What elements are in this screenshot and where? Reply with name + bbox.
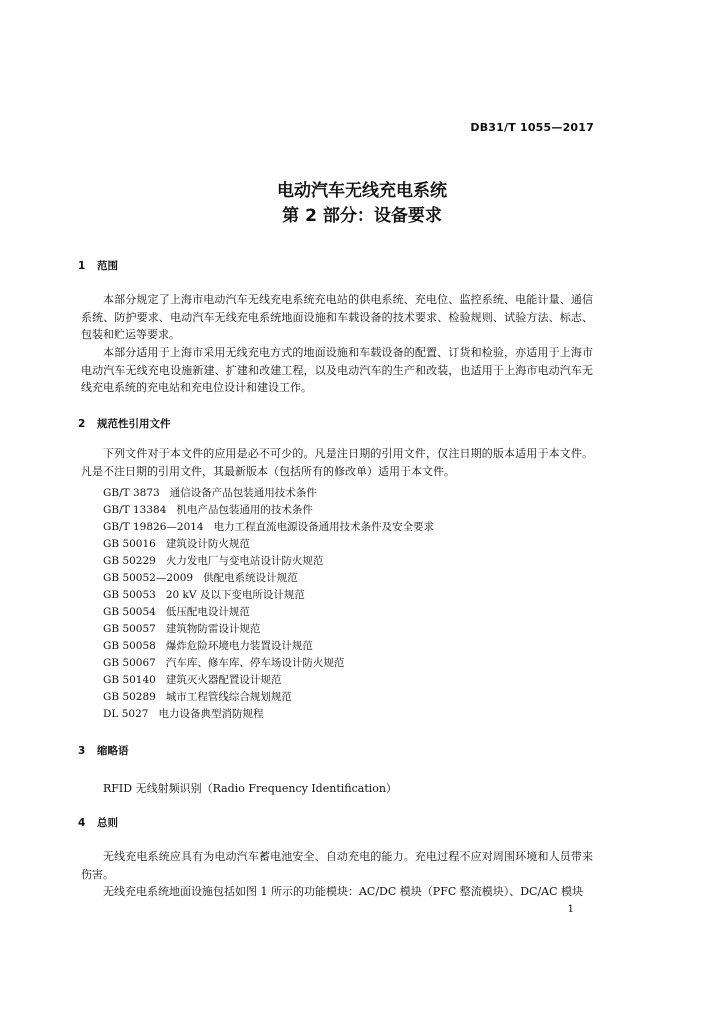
list-item: [103, 554, 323, 568]
reference-code: GB 50140: [103, 674, 156, 686]
reference-code: GB 50016: [103, 538, 156, 550]
paragraph: 本部分适用于上海市采用无线充电方式的地面设施和车载设备的配置、订货和检验，亦适用于上海市电动汽车无线充电设施新建、扩建和改建工程，以及电动汽车的生产和改装，也适用于上海市电动汽车无线充电系统的充电站和充电位设计和建设工作。: [81, 346, 593, 394]
list-item: [103, 707, 263, 721]
list-item: [103, 639, 313, 653]
document-code: DB31/T 1055—2017: [470, 121, 594, 134]
list-item: [103, 571, 298, 585]
paragraph: 下列文件对于本文件的应用是必不可少的。凡是注日期的引用文件，仅注日期的版本适用于本文件。凡是不注日期的引用文件，其最新版本（包括所有的修改单）适用于本文件。: [81, 447, 593, 478]
reference-code: GB/T 3873: [103, 487, 160, 499]
section-heading: [78, 815, 118, 830]
reference-code: GB 50229: [103, 555, 156, 567]
document-subtitle: 第 2 部分：设备要求: [282, 206, 442, 226]
list-item: [103, 537, 250, 551]
reference-code: GB 50067: [103, 657, 156, 669]
reference-name: 20 kV 及以下变电所设计规范: [165, 589, 305, 601]
page-number: 1: [567, 904, 574, 915]
section-title: 范围: [97, 260, 118, 272]
section-title: 规范性引用文件: [97, 418, 171, 430]
reference-code: GB 50057: [103, 623, 156, 635]
reference-name: 供配电系统设计规范: [203, 572, 298, 584]
list-item: [103, 622, 260, 636]
reference-name: 城市工程管线综合规划规范: [165, 691, 292, 703]
paragraph: 无线充电系统应具有为电动汽车蓄电池安全、自动充电的能力。充电过程不应对周围环境和人员带来伤害。: [81, 850, 593, 881]
section-heading: [78, 258, 118, 273]
section-number: 1: [78, 260, 86, 272]
paragraph: 无线充电系统地面设施包括如图 1 所示的功能模块：AC/DC 模块（PFC 整流模块）、DC/AC 模块: [103, 885, 584, 898]
reference-name: 火力发电厂与变电站设计防火规范: [165, 555, 324, 567]
reference-code: GB 50053: [103, 589, 156, 601]
reference-name: 爆炸危险环境电力装置设计规范: [165, 640, 313, 652]
reference-name: 建筑设计防火规范: [165, 538, 250, 550]
reference-name: 通信设备产品包装通用技术条件: [169, 487, 317, 499]
reference-name: 建筑灭火器配置设计规范: [165, 674, 282, 686]
reference-code: DL 5027: [103, 708, 149, 720]
list-item: [103, 690, 292, 704]
abbreviation-entry: RFID 无线射频识别（Radio Frequency Identification）: [103, 782, 397, 795]
reference-name: 电力设备典型消防规程: [158, 708, 264, 720]
section-number: 3: [78, 745, 86, 757]
reference-code: GB 50052—2009: [103, 572, 194, 584]
list-item: [103, 486, 317, 500]
section-heading: [78, 416, 171, 431]
list-item: [103, 520, 434, 534]
section-number: 4: [78, 817, 86, 829]
list-item: [103, 656, 344, 670]
section-number: 2: [78, 418, 86, 430]
reference-code: GB 50058: [103, 640, 156, 652]
document-title: 电动汽车无线充电系统: [277, 181, 447, 201]
list-item: [103, 503, 313, 517]
section-heading: [78, 743, 129, 758]
reference-code: GB/T 19826—2014: [103, 521, 204, 533]
reference-name: 建筑物防雷设计规范: [165, 623, 261, 635]
reference-code: GB 50054: [103, 606, 156, 618]
list-item: [103, 673, 281, 687]
list-item: [103, 605, 250, 619]
reference-name: 机电产品包装通用的技术条件: [176, 504, 313, 516]
paragraph: 本部分规定了上海市电动汽车无线充电系统充电站的供电系统、充电位、监控系统、电能计量、通信系统、防护要求、电动汽车无线充电系统地面设施和车载设备的技术要求、检验规则、试验方法、标志、包装和贮运等要求。: [81, 293, 593, 341]
section-title: 缩略语: [97, 745, 129, 757]
reference-name: 汽车库、修车库、停车场设计防火规范: [165, 657, 345, 669]
reference-code: GB/T 13384: [103, 504, 167, 516]
section-title: 总则: [97, 817, 118, 829]
list-item: [103, 588, 305, 602]
reference-code: GB 50289: [103, 691, 156, 703]
reference-name: 电力工程直流电源设备通用技术条件及安全要求: [213, 521, 435, 533]
reference-name: 低压配电设计规范: [165, 606, 250, 618]
